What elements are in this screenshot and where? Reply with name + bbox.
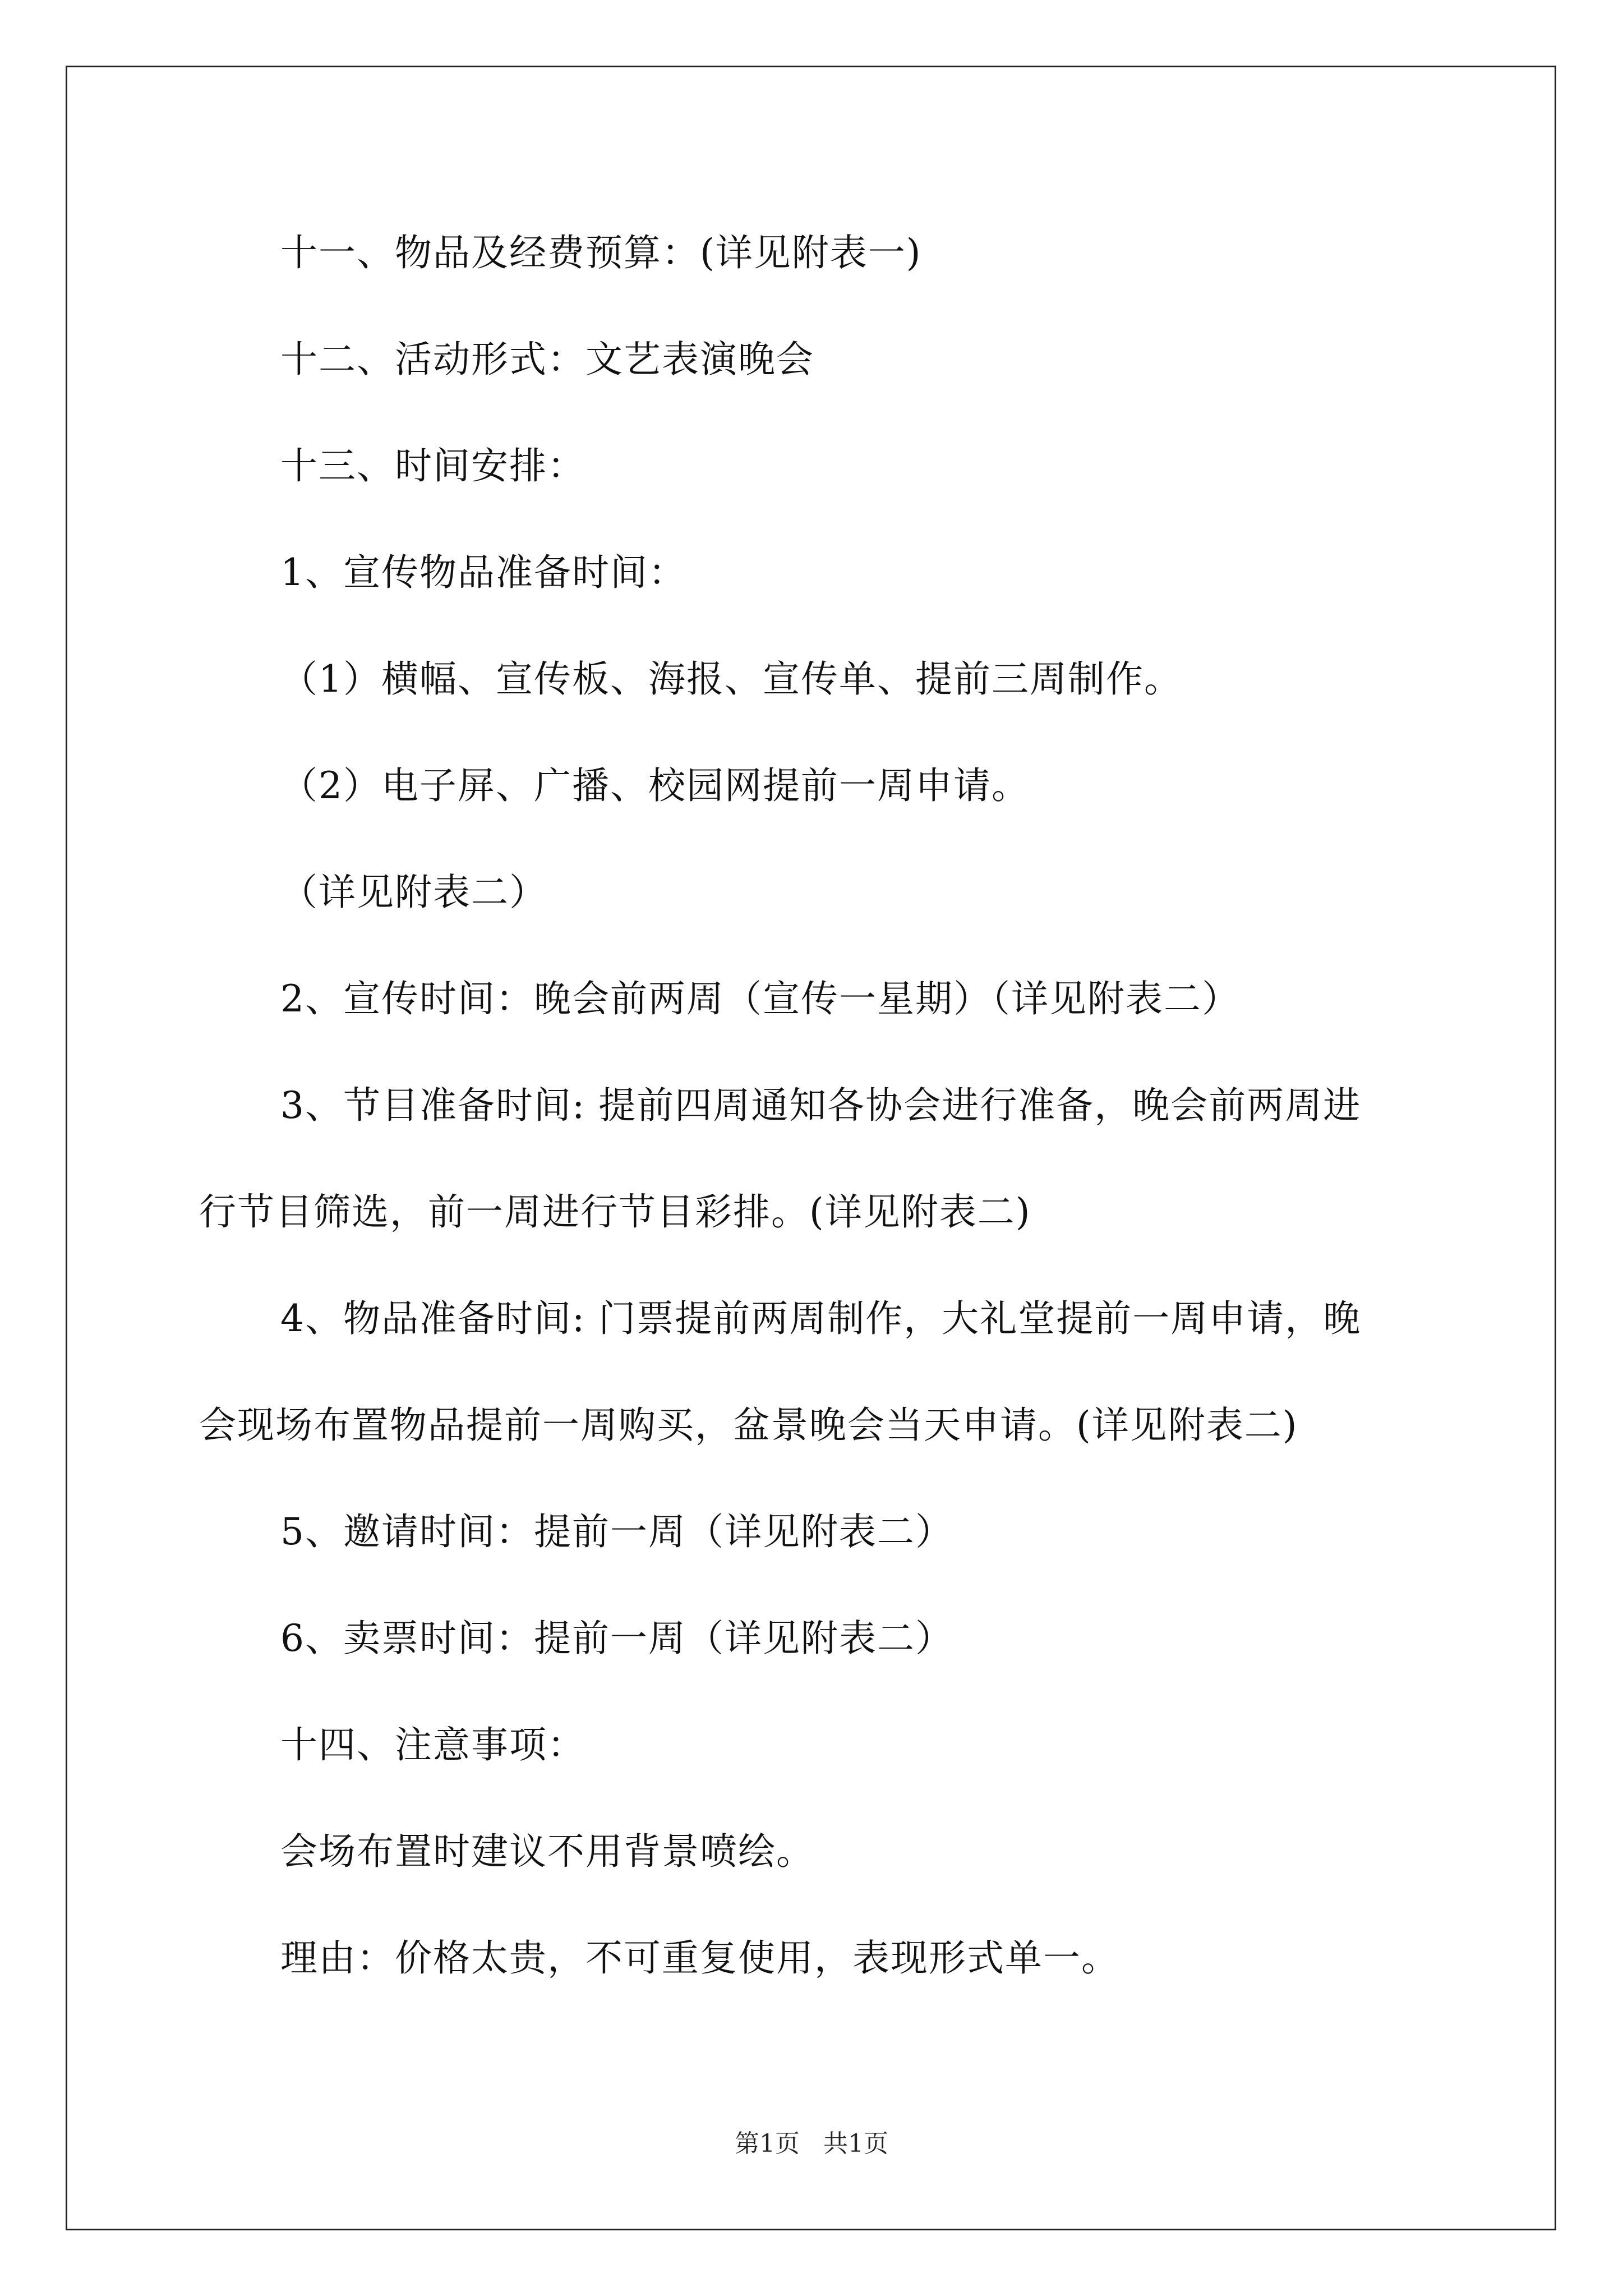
item-4-paragraph-line-1: 4、物品准备时间: 门票提前两周制作，大礼堂提前一周申请，晚	[280, 1297, 1362, 1340]
item-3-paragraph-line-1: 3、节目准备时间: 提前四周通知各协会进行准备，晚会前两周进	[280, 1084, 1362, 1127]
reason-paragraph: 理由：价格太贵，不可重复使用，表现形式单一。	[280, 1936, 1119, 1980]
item-4-paragraph-line-2: 会现场布置物品提前一周购买，盆景晚会当天申请。(详见附表二)	[199, 1404, 1298, 1447]
item-6-paragraph: 6、卖票时间：提前一周（详见附表二）	[280, 1617, 953, 1660]
section-14-heading: 十四、注意事项：	[280, 1723, 585, 1766]
notice-paragraph: 会场布置时建议不用背景喷绘。	[280, 1830, 814, 1873]
item-2-paragraph: 2、宣传时间：晚会前两周（宣传一星期）（详见附表二）	[280, 977, 1240, 1020]
item-3-paragraph-line-2: 行节目筛选，前一周进行节目彩排。(详见附表二)	[199, 1190, 1031, 1234]
item-5-paragraph: 5、邀请时间：提前一周（详见附表二）	[280, 1510, 953, 1553]
item-1-sub-1: （1）横幅、宣传板、海报、宣传单、提前三周制作。	[280, 657, 1182, 701]
section-12-heading: 十二、活动形式：文艺表演晚会	[280, 338, 814, 381]
page-border	[66, 66, 1556, 2230]
page-footer: 第1页 共1页	[735, 2129, 888, 2158]
item-1-sub-2: （2）电子屏、广播、校园网提前一周申请。	[280, 764, 1030, 807]
item-1-heading: 1、宣传物品准备时间：	[280, 551, 686, 594]
section-13-heading: 十三、时间安排：	[280, 444, 585, 487]
section-11-heading: 十一、物品及经费预算：(详见附表一)	[280, 231, 922, 274]
item-1-note: （详见附表二）	[280, 871, 547, 914]
